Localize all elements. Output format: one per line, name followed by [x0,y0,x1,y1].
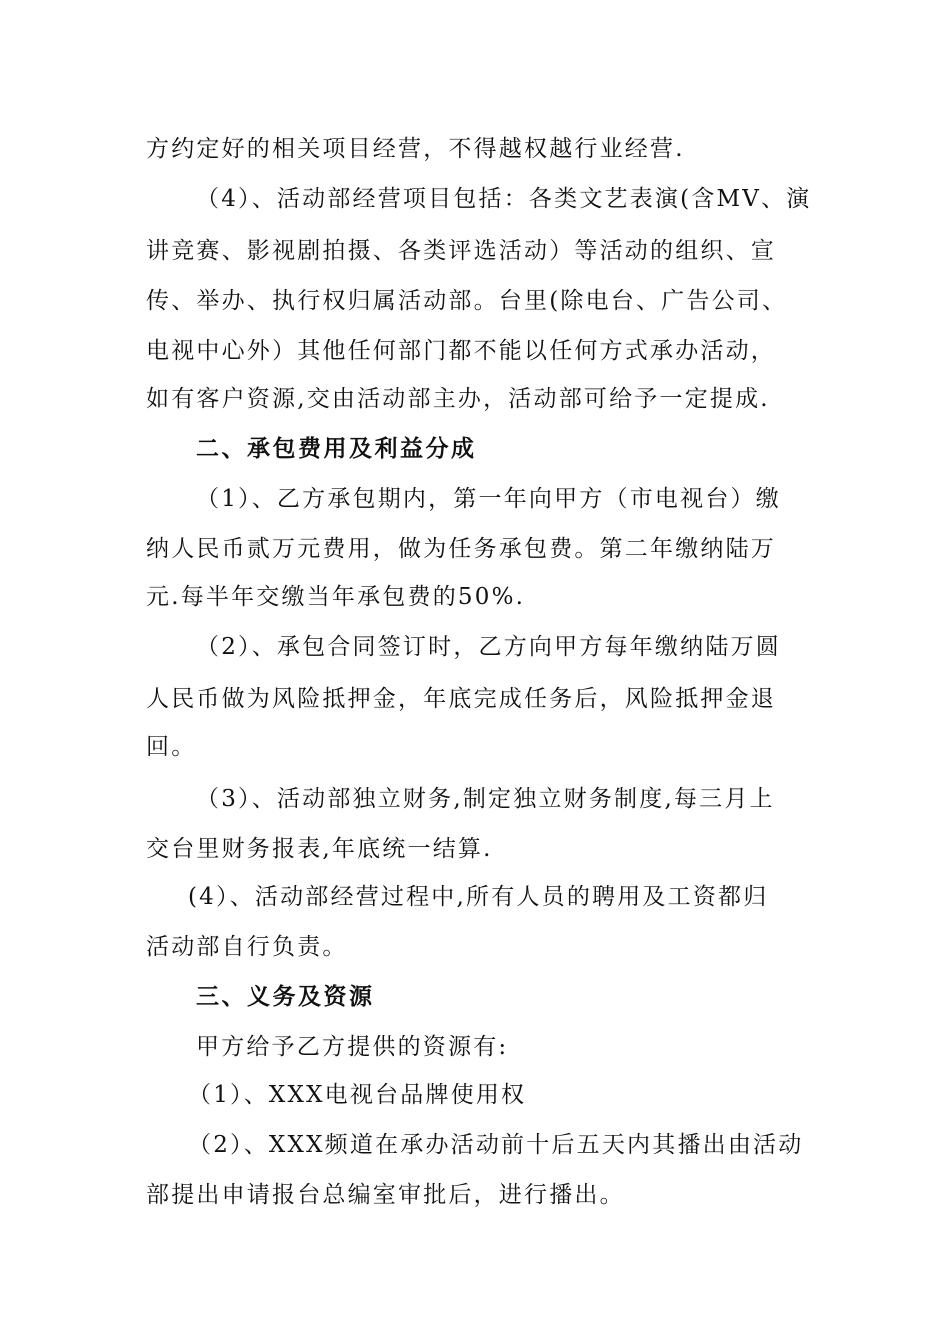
paragraph-line: （1）、乙方承包期内，第一年向甲方（市电视台）缴 [196,486,781,512]
paragraph-line: （2）、XXX频道在承办活动前十后五天内其播出由活动 [188,1132,804,1158]
paragraph-line: （3）、活动部独立财务,制定独立财务制度,每三月上 [196,786,775,812]
paragraph-line: 方约定好的相关项目经营，不得越权越行业经营. [146,136,685,162]
section-heading: 二、承包费用及利益分成 [196,436,477,462]
paragraph-line: 回。 [146,734,197,760]
paragraph-line: （4）、活动部经营项目包括：各类文艺表演(含MV、演 [196,186,812,212]
section-heading: 三、义务及资源 [196,984,375,1010]
paragraph-line: 甲方给予乙方提供的资源有: [196,1034,509,1060]
paragraph-line: 元.每半年交缴当年承包费的50%. [146,584,526,610]
paragraph-line: 纳人民币贰万元费用，做为任务承包费。第二年缴纳陆万 [146,536,776,562]
paragraph-line: 人民币做为风险抵押金，年底完成任务后，风险抵押金退 [146,686,776,712]
paragraph-line: 部提出申请报台总编室审批后，进行播出。 [146,1182,625,1208]
paragraph-line: 传、举办、执行权归属活动部。台里(除电台、广告公司、 [146,288,788,314]
paragraph-line: （2）、承包合同签订时，乙方向甲方每年缴纳陆万圆 [196,634,781,660]
paragraph-line: 电视中心外）其他任何部门都不能以任何方式承办活动， [146,338,776,364]
paragraph-line: 交台里财务报表,年底统一结算. [146,836,493,862]
paragraph-line: 讲竞赛、影视剧拍摄、各类评选活动）等活动的组织、宣 [146,238,776,264]
paragraph-line: (4）、活动部经营过程中,所有人员的聘用及工资都归 [188,884,769,910]
paragraph-line: 活动部自行负责。 [146,934,348,960]
paragraph-line: （1）、XXX电视台品牌使用权 [188,1082,527,1108]
paragraph-line: 如有客户资源,交由活动部主办，活动部可给予一定提成. [146,386,770,412]
